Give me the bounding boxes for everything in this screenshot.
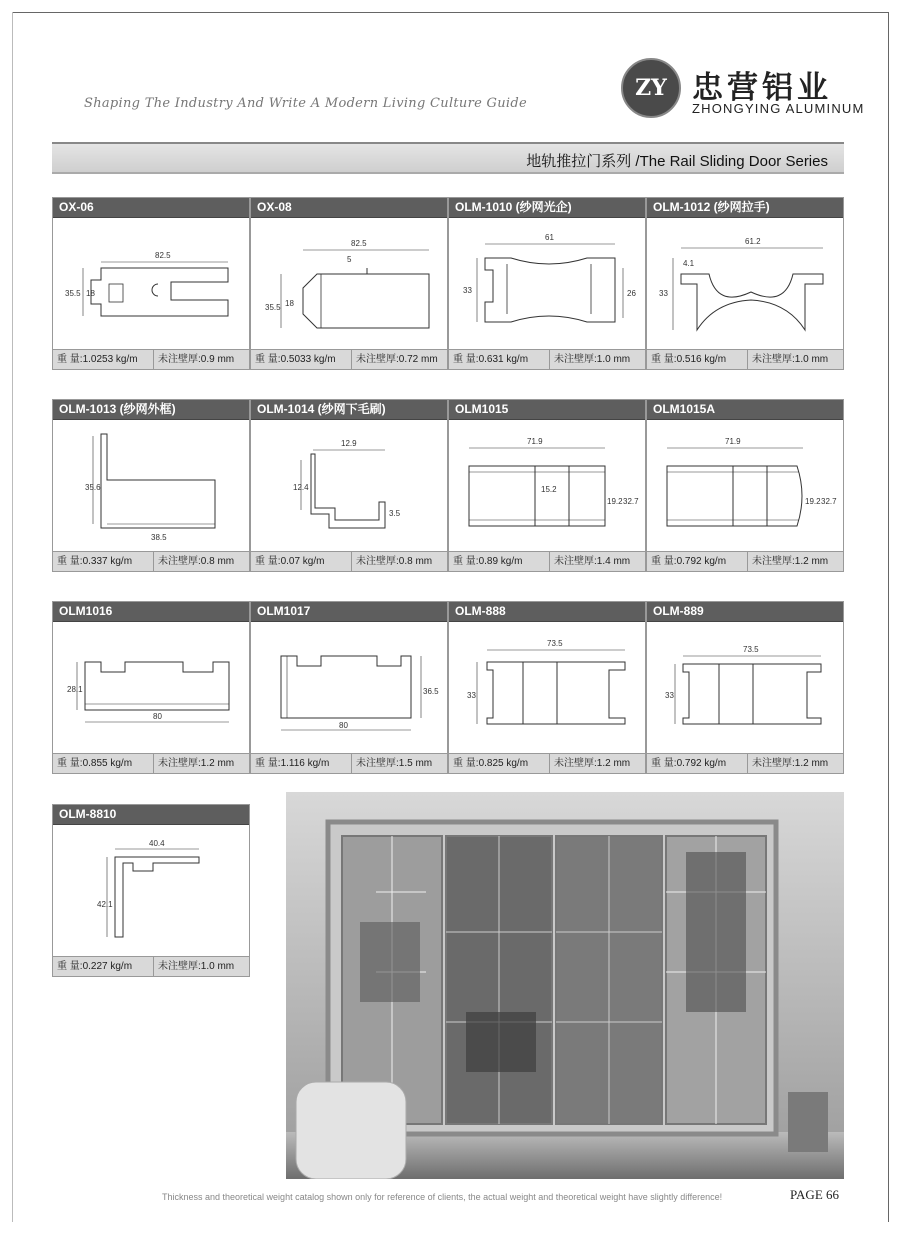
profile-code: OX-06 xyxy=(53,198,249,218)
thickness-prefix: 未注壁厚: xyxy=(356,354,399,365)
weight-prefix: 重 量: xyxy=(453,758,479,769)
weight-prefix: 重 量: xyxy=(57,354,83,365)
profile-drawing xyxy=(251,218,447,352)
profile-weight: 0.516 kg/m xyxy=(676,354,727,365)
dim-label: 28.1 xyxy=(67,685,83,694)
profile-thickness: 1.4 mm xyxy=(596,556,631,567)
profile-thickness: 1.0 mm xyxy=(596,354,631,365)
thickness-prefix: 未注壁厚: xyxy=(752,556,795,567)
thickness-prefix: 未注壁厚: xyxy=(752,354,795,365)
profile-card xyxy=(448,399,646,572)
profile-weight: 0.337 kg/m xyxy=(82,556,133,567)
profile-specs xyxy=(251,349,447,369)
profile-weight: 0.5033 kg/m xyxy=(280,354,336,365)
tagline: Shaping The Industry And Write A Modern Living Culture Guide xyxy=(84,96,527,111)
profile-weight: 0.89 kg/m xyxy=(478,556,523,567)
zy-logo-icon xyxy=(621,58,681,118)
dim-label: 73.5 xyxy=(547,639,563,648)
profile-weight: 0.855 kg/m xyxy=(82,758,133,769)
brand-name-cn: 忠营铝业 xyxy=(692,70,832,106)
profile-card xyxy=(448,197,646,370)
profile-weight: 0.631 kg/m xyxy=(478,354,529,365)
profile-card xyxy=(448,601,646,774)
dim-label: 4.1 xyxy=(683,259,695,268)
weight-prefix: 重 量: xyxy=(651,758,677,769)
profile-specs xyxy=(53,753,249,773)
profile-thickness: 1.2 mm xyxy=(200,758,235,769)
weight-prefix: 重 量: xyxy=(57,758,83,769)
page-border-left xyxy=(12,12,13,1222)
profile-thickness: 0.8 mm xyxy=(398,556,433,567)
page-number xyxy=(790,1187,839,1203)
sliding-door-photo xyxy=(286,792,844,1179)
profile-thickness: 1.2 mm xyxy=(794,556,829,567)
profile-card xyxy=(646,197,844,370)
profile-drawing xyxy=(251,622,447,756)
weight-prefix: 重 量: xyxy=(651,354,677,365)
profile-code: OLM1015A xyxy=(647,400,843,420)
profile-specs xyxy=(449,349,645,369)
thickness-prefix: 未注壁厚: xyxy=(158,758,201,769)
profile-weight: 1.0253 kg/m xyxy=(82,354,138,365)
thickness-prefix: 未注壁厚: xyxy=(158,556,201,567)
profile-specs xyxy=(251,551,447,571)
weight-prefix: 重 量: xyxy=(57,556,83,567)
dim-label: 33 xyxy=(467,691,476,700)
weight-prefix: 重 量: xyxy=(453,556,479,567)
profile-card xyxy=(646,399,844,572)
profile-drawing xyxy=(53,622,249,756)
dim-label: 71.9 xyxy=(527,437,543,446)
profile-specs xyxy=(449,551,645,571)
thickness-prefix: 未注壁厚: xyxy=(158,961,201,972)
page-border-top xyxy=(12,12,889,13)
profile-drawing xyxy=(251,420,447,554)
profile-code: OLM1016 xyxy=(53,602,249,622)
profile-weight: 0.792 kg/m xyxy=(676,556,727,567)
profile-weight: 0.825 kg/m xyxy=(478,758,529,769)
weight-prefix: 重 量: xyxy=(255,758,281,769)
profile-drawing xyxy=(53,420,249,554)
dim-label: 80 xyxy=(339,721,348,730)
profile-specs xyxy=(647,753,843,773)
profile-code: OLM-8810 xyxy=(53,805,249,825)
profile-specs xyxy=(647,551,843,571)
dim-label: 33 xyxy=(659,289,668,298)
profile-card xyxy=(52,197,250,370)
dim-label: 36.5 xyxy=(423,687,439,696)
brand-name-en: ZHONGYING ALUMINUM xyxy=(692,101,865,116)
thickness-prefix: 未注壁厚: xyxy=(554,354,597,365)
profile-thickness: 1.5 mm xyxy=(398,758,433,769)
profile-code: OLM-1010 (纱网光企) xyxy=(449,198,645,218)
profile-thickness: 0.72 mm xyxy=(398,354,438,365)
profile-card xyxy=(52,399,250,572)
disclaimer-footnote: Thickness and theoretical weight catalog shown only for reference of clients, the actual weight and theoretical weight have slightly difference! xyxy=(162,1192,723,1202)
thickness-prefix: 未注壁厚: xyxy=(554,758,597,769)
profile-thickness: 1.0 mm xyxy=(794,354,829,365)
dim-label: 18 xyxy=(86,289,95,298)
profile-thickness: 1.2 mm xyxy=(794,758,829,769)
profile-code: OLM-1013 (纱网外框) xyxy=(53,400,249,420)
page-label: PAGE xyxy=(790,1187,823,1202)
profile-weight: 0.07 kg/m xyxy=(280,556,325,567)
profile-thickness: 0.8 mm xyxy=(200,556,235,567)
profile-code: OLM1015 xyxy=(449,400,645,420)
dim-label: 61 xyxy=(545,233,554,242)
dim-label: 12.9 xyxy=(341,439,357,448)
profile-specs xyxy=(251,753,447,773)
series-title: 地轨推拉门系列 /The Rail Sliding Door Series xyxy=(526,153,828,170)
profile-card xyxy=(250,197,448,370)
profile-code: OX-08 xyxy=(251,198,447,218)
dim-label: 12.4 xyxy=(293,483,309,492)
dim-label: 32.7 xyxy=(623,497,639,506)
dim-label: 40.4 xyxy=(149,839,165,848)
thickness-prefix: 未注壁厚: xyxy=(356,556,399,567)
dim-label: 35.5 xyxy=(65,289,81,298)
dim-label: 82.5 xyxy=(351,239,367,248)
profile-specs xyxy=(53,551,249,571)
dim-label: 19.2 xyxy=(607,497,623,506)
profile-drawing xyxy=(53,218,249,352)
weight-prefix: 重 量: xyxy=(57,961,83,972)
profile-card xyxy=(250,601,448,774)
profile-card xyxy=(52,601,250,774)
dim-label: 61.2 xyxy=(745,237,761,246)
profile-card xyxy=(250,399,448,572)
dim-label: 3.5 xyxy=(389,509,401,518)
profile-drawing xyxy=(53,825,249,959)
dim-label: 80 xyxy=(153,712,162,721)
profile-drawing xyxy=(647,420,843,554)
dim-label: 82.5 xyxy=(155,251,171,260)
profile-thickness: 1.2 mm xyxy=(596,758,631,769)
profile-thickness: 0.9 mm xyxy=(200,354,235,365)
dim-label: 38.5 xyxy=(151,533,167,542)
weight-prefix: 重 量: xyxy=(453,354,479,365)
profile-thickness: 1.0 mm xyxy=(200,961,235,972)
dim-label: 33 xyxy=(665,691,674,700)
weight-prefix: 重 量: xyxy=(255,354,281,365)
weight-prefix: 重 量: xyxy=(255,556,281,567)
profile-specs xyxy=(53,349,249,369)
profile-code: OLM-888 xyxy=(449,602,645,622)
profile-code: OLM-1012 (纱网拉手) xyxy=(647,198,843,218)
logo-letters: ZY xyxy=(635,75,667,101)
thickness-prefix: 未注壁厚: xyxy=(554,556,597,567)
dim-label: 35.5 xyxy=(265,303,281,312)
profile-code: OLM-1014 (纱网下毛刷) xyxy=(251,400,447,420)
thickness-prefix: 未注壁厚: xyxy=(158,354,201,365)
dim-label: 5 xyxy=(347,255,352,264)
weight-prefix: 重 量: xyxy=(651,556,677,567)
profile-card xyxy=(52,804,250,977)
profile-weight: 1.116 kg/m xyxy=(280,758,330,769)
dim-label: 18 xyxy=(285,299,294,308)
dim-label: 42.1 xyxy=(97,900,113,909)
profile-weight: 0.227 kg/m xyxy=(82,961,133,972)
dim-label: 71.9 xyxy=(725,437,741,446)
series-title-bar xyxy=(52,142,844,174)
thickness-prefix: 未注壁厚: xyxy=(752,758,795,769)
profile-weight: 0.792 kg/m xyxy=(676,758,727,769)
profile-drawing xyxy=(449,218,645,352)
page-border-right xyxy=(888,12,889,1222)
profile-drawing xyxy=(449,622,645,756)
dim-label: 15.2 xyxy=(541,485,557,494)
profile-code: OLM-889 xyxy=(647,602,843,622)
dim-label: 35.6 xyxy=(85,483,101,492)
dim-label: 19.2 xyxy=(805,497,821,506)
profile-code: OLM1017 xyxy=(251,602,447,622)
profile-drawing xyxy=(647,622,843,756)
dim-label: 73.5 xyxy=(743,645,759,654)
page-number-value: 66 xyxy=(826,1187,840,1202)
profile-drawing xyxy=(647,218,843,352)
dim-label: 33 xyxy=(463,286,472,295)
dim-label: 26 xyxy=(627,289,636,298)
dim-label: 32.7 xyxy=(821,497,837,506)
profile-specs xyxy=(449,753,645,773)
profile-drawing xyxy=(449,420,645,554)
thickness-prefix: 未注壁厚: xyxy=(356,758,399,769)
profile-specs xyxy=(53,956,249,976)
profile-specs xyxy=(647,349,843,369)
profile-card xyxy=(646,601,844,774)
